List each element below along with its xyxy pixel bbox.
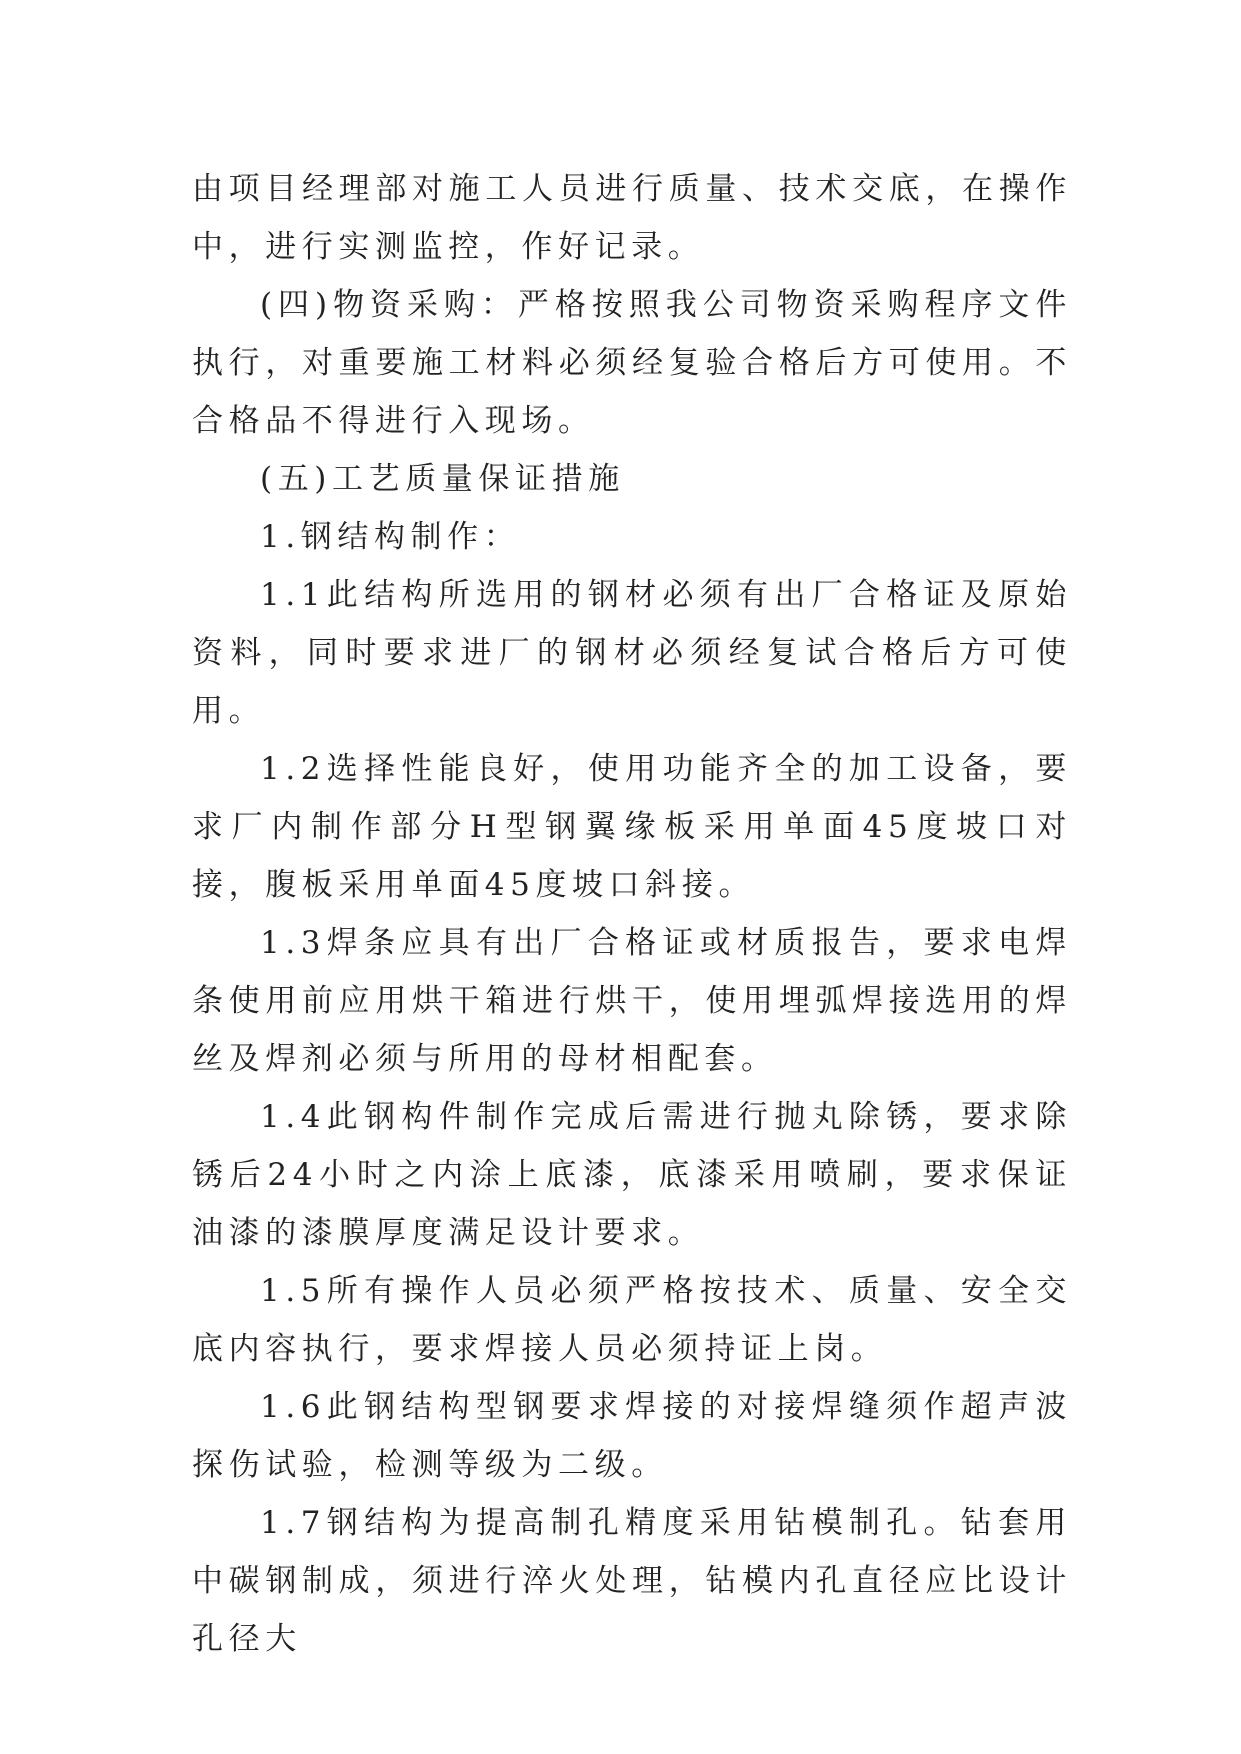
- heading-process-quality-measures: (五)工艺质量保证措施: [260, 461, 625, 497]
- paragraph-continuation: 由项目经理部对施工人员进行质量、技术交底，在操作中，进行实测监控，作好记录。: [192, 171, 1072, 265]
- paragraph-item-1-4: 1.4此钢构件制作完成后需进行抛丸除锈，要求除锈后24小时之内涂上底漆，底漆采用喷刷，要求保证油漆的漆膜厚度满足设计要求。: [192, 1099, 1072, 1251]
- paragraph-item-1-5: 1.5所有操作人员必须严格按技术、质量、安全交底内容执行，要求焊接人员必须持证上岗。: [192, 1273, 1072, 1367]
- paragraph-item-1-1: 1.1此结构所选用的钢材必须有出厂合格证及原始资料，同时要求进厂的钢材必须经复试合格后方可使用。: [192, 577, 1072, 729]
- document-body: [192, 160, 1072, 1668]
- paragraph-item-1-6: 1.6此钢结构型钢要求焊接的对接焊缝须作超声波探伤试验，检测等级为二级。: [192, 1389, 1072, 1483]
- heading-steel-fabrication: 1.钢结构制作：: [260, 519, 521, 555]
- paragraph-material-procurement: (四)物资采购：严格按照我公司物资采购程序文件执行，对重要施工材料必须经复验合格后方可使用。不合格品不得进行入现场。: [192, 287, 1072, 439]
- paragraph-item-1-2: 1.2选择性能良好，使用功能齐全的加工设备，要求厂内制作部分H型钢翼缘板采用单面45度坡口对接，腹板采用单面45度坡口斜接。: [192, 751, 1072, 903]
- paragraph-item-1-7: 1.7钢结构为提高制孔精度采用钻模制孔。钻套用中碳钢制成，须进行淬火处理，钻模内孔直径应比设计孔径大: [192, 1505, 1072, 1657]
- paragraph-item-1-3: 1.3焊条应具有出厂合格证或材质报告，要求电焊条使用前应用烘干箱进行烘干，使用埋弧焊接选用的焊丝及焊剂必须与所用的母材相配套。: [192, 925, 1072, 1077]
